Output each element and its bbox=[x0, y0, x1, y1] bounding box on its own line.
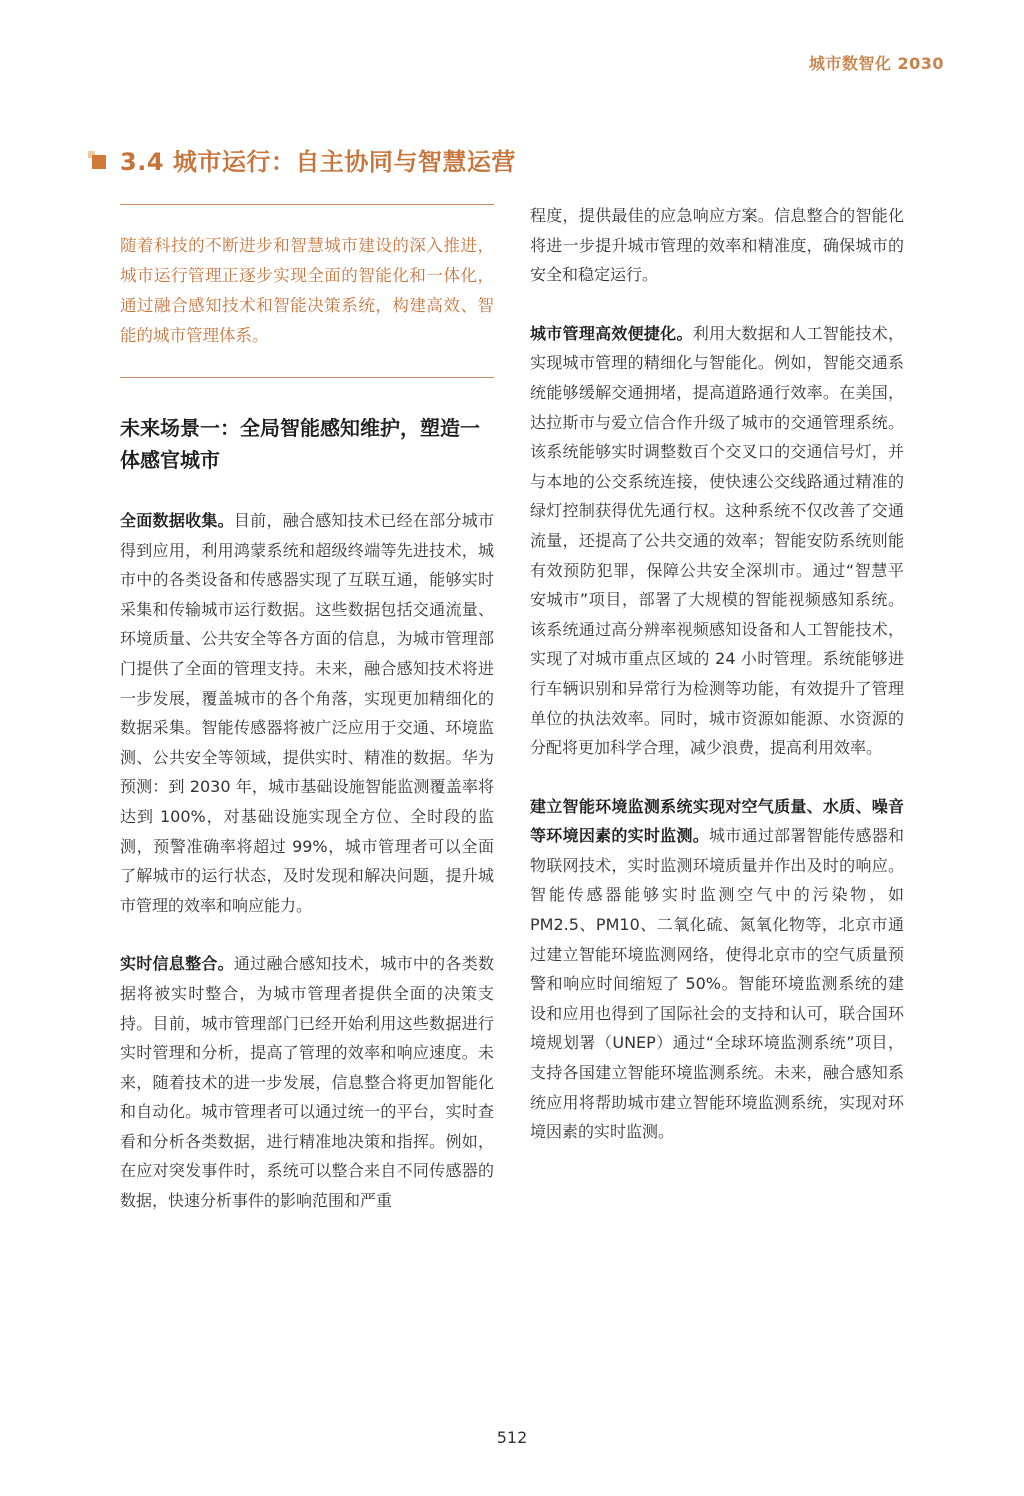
section-title: 3.4 城市运行：自主协同与智慧运营 bbox=[120, 148, 516, 176]
paragraph-body: 目前，融合感知技术已经在部分城市得到应用，利用鸿蒙系统和超级终端等先进技术，城市中的各类设备和传感器实现了互联互通，能够实时采集和传输城市运行数据。这些数据包括交通流量、环境质量、公共安全等各方面的信息，为城市管理部门提供了全面的管理支持。未来，融合感知技术将进一步发展，覆盖城市的各个角落，实现更加精细化的数据采集。智能传感器将被广泛应用于交通、环境监测、公共安全等领域，提供实时、精准的数据。华为预测：到 2030 年，城市基础设施智能监测覆盖率将达到 100%，对基础设施实现全方位、全时段的监测，预警准确率将超过 99%，城市管理者可以全面了解城市的运行状态，及时发现和解决问题，提升城市管理的效率和响应能力。 bbox=[120, 511, 494, 915]
intro-bottom-divider bbox=[120, 377, 494, 378]
left-column bbox=[120, 204, 494, 1216]
paragraph-info-integration-continued: 程度，提供最佳的应急响应方案。信息整合的智能化将进一步提升城市管理的效率和精准度，确保城市的安全和稳定运行。 bbox=[530, 206, 904, 285]
paragraph-environment bbox=[530, 792, 904, 1147]
square-bullet-icon bbox=[88, 149, 110, 171]
right-column bbox=[530, 201, 904, 1147]
scene-heading: 未来场景一：全局智能感知维护，塑造一体感官城市 bbox=[120, 416, 480, 472]
paragraph-info-integration bbox=[120, 949, 494, 1215]
intro-callout: 随着科技的不断进步和智慧城市建设的深入推进，城市运行管理正逐步实现全面的智能化和一体化，通过融合感知技术和智能决策系统，构建高效、智能的城市管理体系。 bbox=[120, 236, 494, 345]
paragraph-efficiency bbox=[530, 319, 904, 763]
paragraph-lead: 全面数据收集。 bbox=[120, 511, 234, 530]
paragraph-body: 城市通过部署智能传感器和物联网技术，实时监测环境质量并作出及时的响应。智能传感器能够实时监测空气中的污染物，如 PM2.5、PM10、二氧化硫、氮氧化物等，北京市通过建立智能环境监测网络，使得北京市的空气质量预警和响应时间缩短了 50%。智能环境监测系统的建设和应用也得到了国际社会的支持和认可，联合国环境规划署（UNEP）通过“全球环境监测系统”项目，支持各国建立智能环境监测系统。未来，融合感知系统应用将帮助城市建立智能环境监测系统，实现对环境因素的实时监测。 bbox=[530, 826, 904, 1142]
paragraph-lead: 实时信息整合。 bbox=[120, 954, 234, 974]
paragraph-data-collection bbox=[120, 506, 494, 920]
paragraph-body: 利用大数据和人工智能技术，实现城市管理的精细化与智能化。例如，智能交通系统能够缓解交通拥堵，提高道路通行效率。在美国，达拉斯市与爱立信合作升级了城市的交通管理系统。该系统能够实时调整数百个交叉口的交通信号灯，并与本地的公交系统连接，使快速公交线路通过精准的绿灯控制获得优先通行权。这种系统不仅改善了交通流量，还提高了公共交通的效率；智能安防系统则能有效预防犯罪，保障公共安全深圳市。通过“智慧平安城市”项目，部署了大规模的智能视频感知系统。该系统通过高分辨率视频感知设备和人工智能技术，实现了对城市重点区域的 24 小时管理。系统能够进行车辆识别和异常行为检测等功能，有效提升了管理单位的执法效率。同时，城市资源如能源、水资源的分配将更加科学合理，减少浪费，提高利用效率。 bbox=[530, 323, 904, 758]
paragraph-lead: 建立智能环境监测系统实现对空气质量、水质、噪音等环境因素的实时监测。 bbox=[530, 796, 904, 846]
section-heading bbox=[88, 142, 516, 177]
paragraph-body: 通过融合感知技术，城市中的各类数据将被实时整合，为城市管理者提供全面的决策支持。目前，城市管理部门已经开始利用这些数据进行实时管理和分析，提高了管理的效率和响应速度。未来，随着技术的进一步发展，信息整合将更加智能化和自动化。城市管理者可以通过统一的平台，实时查看和分析各类数据，进行精准地决策和指挥。例如，在应对突发事件时，系统可以整合来自不同传感器的数据，快速分析事件的影响范围和严重 bbox=[120, 954, 494, 1211]
paragraph-lead: 城市管理高效便捷化。 bbox=[530, 323, 693, 343]
intro-top-divider bbox=[120, 204, 494, 205]
page-number: 512 bbox=[496, 1428, 528, 1447]
running-header: 城市数智化 2030 bbox=[808, 54, 944, 73]
